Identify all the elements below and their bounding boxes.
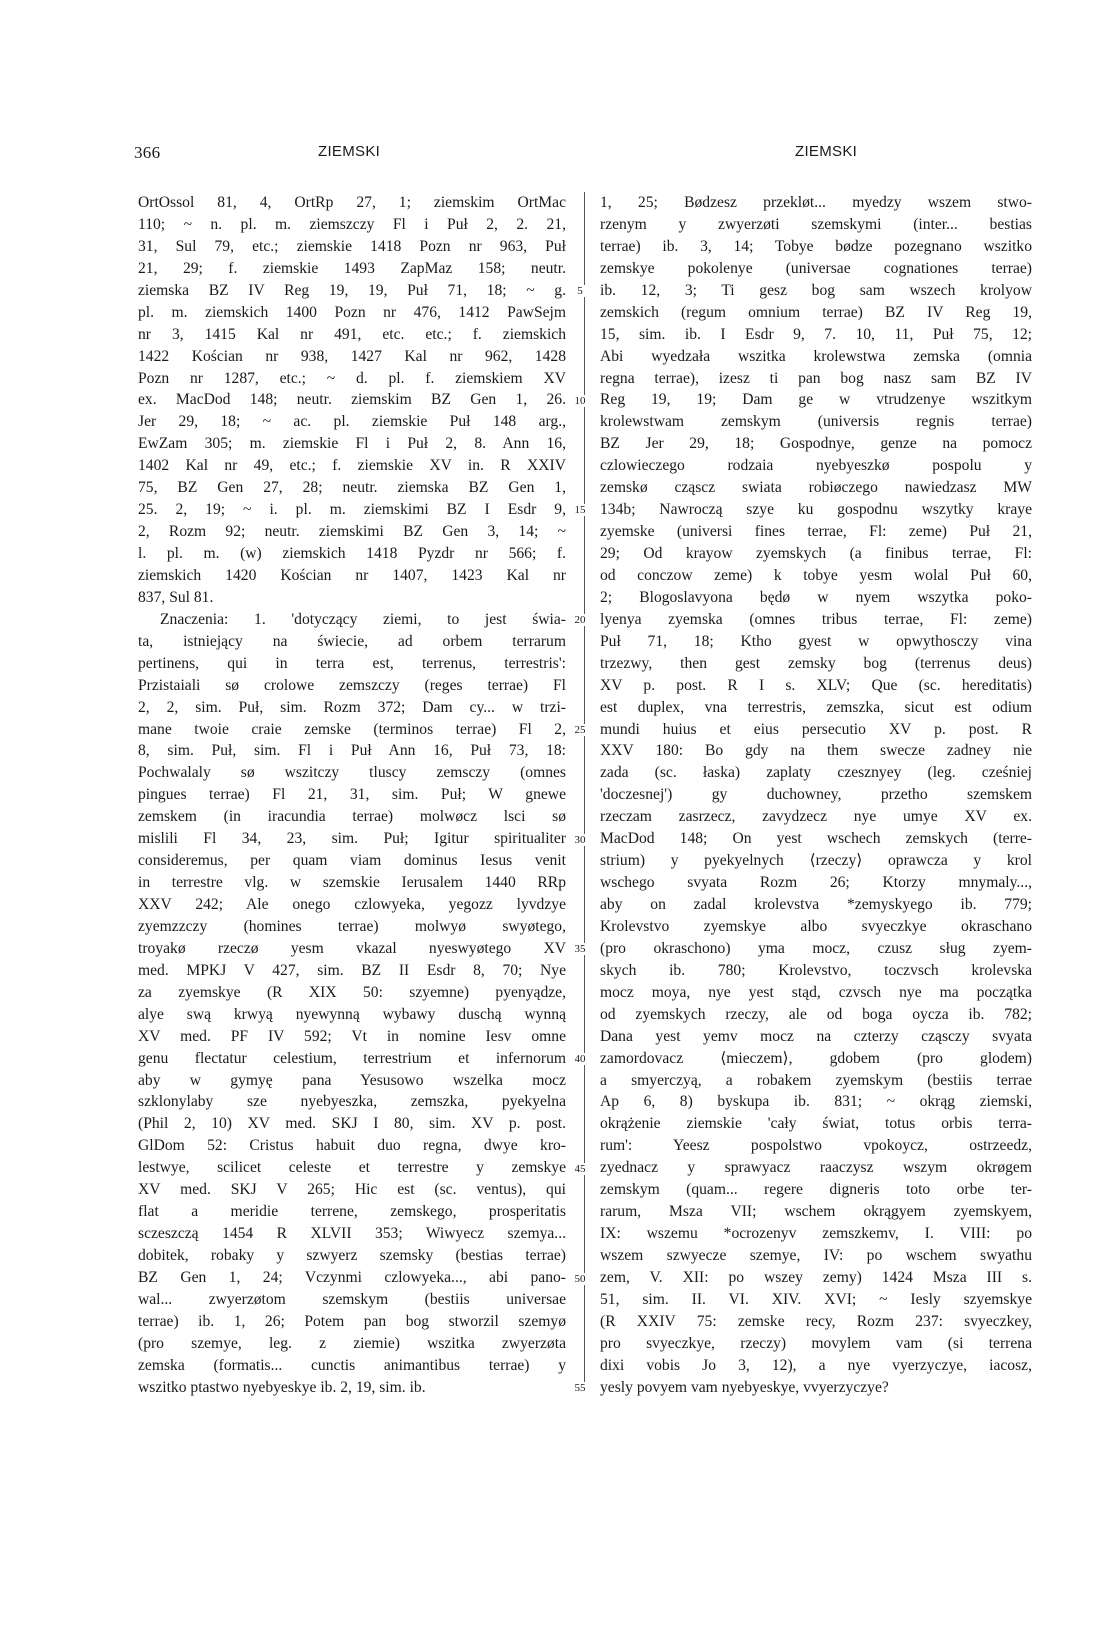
column-divider <box>584 192 585 1392</box>
left-column-line: XV med. PF IV 592; Vt in nomine Iesv omne <box>138 1027 566 1045</box>
right-column-line: wschego svyata Rozm 26; Ktorzy mnymaly..., <box>600 874 1032 892</box>
right-column-line: krolewstwam zemskym (universis regnis terrae) <box>600 413 1032 431</box>
line-number: 30 <box>568 834 592 846</box>
left-column-line: ex. MacDod 148; neutr. ziemskim BZ Gen 1, 26. <box>138 391 566 409</box>
line-number: 15 <box>568 504 592 516</box>
left-running-head: ZIEMSKI <box>318 143 381 160</box>
left-column-line: wal... zwyerzøtom szemskym (bestiis universae <box>138 1290 566 1308</box>
left-column-line: zemska (formatis... cunctis animantibus terrae) y <box>138 1356 566 1374</box>
left-column-line: 8, sim. Puł, sim. Fl i Puł Ann 16, Puł 73, 18: <box>138 742 566 760</box>
right-column-line: (pro okraschono) yma mocz, czusz sług zyem- <box>600 939 1032 957</box>
line-number: 40 <box>568 1053 592 1065</box>
right-column-line: zyednacz y sprawyacz raaczysz wszym okrøgem <box>600 1159 1032 1177</box>
right-column-line: zem, V. XII: po wszey zemy) 1424 Msza III s. <box>600 1268 1032 1286</box>
right-column-line: trzezwy, then gest zemsky bog (terrenus deus) <box>600 654 1032 672</box>
left-column-line: EwZam 305; m. ziemskie Fl i Puł 2, 8. Ann 16, <box>138 435 566 453</box>
left-column-line: BZ Gen 1, 24; Vczynmi czlowyeka..., abi pano- <box>138 1268 566 1286</box>
right-column-line: wszem szwyecze szemye, IV: po wschem swyathu <box>600 1247 1032 1264</box>
left-column-line: flat a meridie terrene, zemskego, prosperitatis <box>138 1203 566 1221</box>
right-column-line: Puł 71, 18; Ktho gyest w opwythosczy vina <box>600 632 1032 650</box>
left-column-line: terrae) ib. 1, 26; Potem pan bog stworzil szemyø <box>138 1312 566 1330</box>
left-column-line: 21, 29; f. ziemskie 1493 ZapMaz 158; neutr. <box>138 259 566 277</box>
left-column-line: Znaczenia: 1. 'dotyczący ziemi, to jest świa- <box>160 610 566 628</box>
right-column-line: Ap 6, 8) byskupa ib. 831; ~ okrąg ziemski, <box>600 1093 1032 1111</box>
right-column-line: skych ib. 780; Krolevstvo, toczvsch krolevska <box>600 961 1032 979</box>
right-column-line: dixi vobis Jo 3, 12), a nye vyerzyczye, iacosz, <box>600 1356 1032 1374</box>
left-column-line: 110; ~ n. pl. m. ziemszczy Fl i Puł 2, 2. 21, <box>138 215 566 233</box>
right-column-line: rum': Yeesz pospolstwo vpokoycz, ostrzeedz, <box>600 1137 1032 1155</box>
right-text-column <box>600 192 1032 1399</box>
right-column-line: zada (sc. łaska) zaplaty czesznyey (leg. cześniej <box>600 764 1032 782</box>
left-column-line: 837, Sul 81. <box>138 588 214 606</box>
line-number: 20 <box>568 614 592 626</box>
right-column-line: czlowieczego rodzaia nyebyeszkø pospolu y <box>600 457 1032 475</box>
left-column-line: 25. 2, 19; ~ i. pl. m. ziemskimi BZ I Esdr 9, <box>138 501 566 519</box>
right-column-line: terrae) ib. 3, 14; Tobye bødze pozegnano wszitko <box>600 237 1032 255</box>
left-column-line: 1402 Kal nr 49, etc.; f. ziemskie XV in. R XXIV <box>138 457 566 475</box>
left-column-line: alye swą krwyą nyewynną wybawy duschą wynną <box>138 1005 566 1023</box>
right-column-line: 51, sim. II. VI. XIV. XVI; ~ Iesly szyemskye <box>600 1290 1032 1308</box>
left-column-line: sczeszczą 1454 R XLVII 353; Wiwyecz szemya... <box>138 1225 566 1243</box>
right-column-line: XV p. post. R I s. XLV; Que (sc. hereditatis) <box>600 676 1032 694</box>
left-column-line: ta, istniejący na świecie, ad orbem terrarum <box>138 632 566 650</box>
left-column-line: l. pl. m. (w) ziemskich 1418 Pyzdr nr 566; f. <box>138 545 566 562</box>
right-column-line: Reg 19, 19; Dam ge w vtrudzenye wszitkym <box>600 391 1032 409</box>
right-column-line: rzeczam zasrzecz, zavydzecz nye umye XV ex. <box>600 808 1032 826</box>
right-column-line: mocz moya, nye yest stąd, czvsch nye ma początka <box>600 983 1032 1001</box>
right-column-line: aby on zadal krolevstva *zemyskyego ib. 779; <box>600 896 1032 913</box>
left-column-line: pertinens, qui in terra est, terrenus, terrestris': <box>138 654 566 672</box>
left-column-line: ziemskich 1420 Kościan nr 1407, 1423 Kal nr <box>138 566 566 584</box>
right-column-line: 29; Od krayow zyemskych (a finibus terrae, Fl: <box>600 545 1032 562</box>
left-column-line: XXV 242; Ale onego czlowyeka, yegozz lyvdzye <box>138 896 566 913</box>
right-column-line: MacDod 148; On yest wschech zemskych (terre- <box>600 830 1032 848</box>
left-column-line: pl. m. ziemskich 1400 Pozn nr 476, 1412 PawSejm <box>138 303 566 321</box>
right-column-line: Dana yest yemv mocz na czterzy cząsczy svyata <box>600 1027 1032 1045</box>
right-column-line: pro svyeczkye, rzeczy) movylem vam (si terrena <box>600 1334 1032 1352</box>
left-column-line: 2, 2, sim. Puł, sim. Rozm 372; Dam cy... w trzi- <box>138 698 566 716</box>
left-column-line: Pozn nr 1287, etc.; ~ d. pl. f. ziemskiem XV <box>138 369 566 387</box>
left-column-line: XV med. SKJ V 265; Hic est (sc. ventus), qui <box>138 1181 566 1199</box>
right-column-line: 2; Blogoslavyona będø w nyem wszytka poko- <box>600 588 1032 606</box>
left-column-line: GlDom 52: Cristus habuit duo regna, dwye kro- <box>138 1137 566 1155</box>
right-column-line: od zyemskych rzeczy, ale od boga oycza ib. 782; <box>600 1005 1032 1023</box>
right-running-head: ZIEMSKI <box>795 143 858 160</box>
left-column-line: OrtOssol 81, 4, OrtRp 27, 1; ziemskim OrtMac <box>138 194 566 211</box>
left-column-line: zemskem (in iracundia terrae) molwøcz lsci sø <box>138 808 566 826</box>
left-column-line: Jer 29, 18; ~ ac. pl. ziemskie Puł 148 arg., <box>138 413 566 431</box>
right-column-line: yesly povyem vam nyebyeskye, vvyerzyczye? <box>600 1378 889 1396</box>
left-column-line: 1422 Kościan nr 938, 1427 Kal nr 962, 1428 <box>138 347 566 365</box>
right-column-line: XXV 180: Bo gdy na them swecze zadney nie <box>600 742 1032 760</box>
line-number: 10 <box>568 395 592 407</box>
right-column-line: regna terrae), izesz ti pan bog nasz sam BZ IV <box>600 369 1032 387</box>
page-number: 366 <box>134 143 161 162</box>
left-column-line: 31, Sul 79, etc.; ziemskie 1418 Pozn nr 963, Puł <box>138 237 566 255</box>
line-number: 35 <box>568 943 592 955</box>
left-column-line: med. MPKJ V 427, sim. BZ II Esdr 8, 70; Nye <box>138 961 566 979</box>
right-column-line: BZ Jer 29, 18; Gospodnye, genze na pomocz <box>600 435 1032 453</box>
right-column-line: est duplex, vna terrestris, zemszka, sicut est odium <box>600 698 1032 716</box>
left-column-line: szklonylaby sze nyebyeszka, zemszka, pyekyelna <box>138 1093 566 1111</box>
line-number: 45 <box>568 1163 592 1175</box>
left-column-line: genu flectatur celestium, terrestrium et infernorum <box>138 1049 566 1067</box>
right-column-line: strium) y pyekyelnych ⟨rzeczy⟩ oprawcza y krol <box>600 852 1032 870</box>
left-column-line: za zyemskye (R XIX 50: szyemne) pyenyądze, <box>138 983 566 1001</box>
left-column-line: consideremus, per quam viam dominus Iesus venit <box>138 852 566 870</box>
left-column-line: nr 3, 1415 Kal nr 491, etc. etc.; f. ziemskich <box>138 325 566 343</box>
right-column-line: od conczow zeme) k tobye yesm wolal Puł 60, <box>600 566 1032 584</box>
left-column-line: wszitko ptastwo nyebyeskye ib. 2, 19, sim. ib. <box>138 1378 426 1396</box>
left-column-line: Pochwalaly sø wszitczy tluscy zemsczy (omnes <box>138 764 566 782</box>
right-column-line: mundi huius et eius persecutio XV p. post. R <box>600 720 1032 738</box>
line-number: 50 <box>568 1273 592 1285</box>
left-column-line: aby w gymyę pana Yesusowo wszelka mocz <box>138 1071 566 1089</box>
left-column-line: mane twoie craie zemske (terminos terrae) Fl 2, <box>138 720 566 738</box>
right-column-line: 134b; Nawroczą szye ku gospodnu wszytky kraye <box>600 501 1032 519</box>
right-column-line: ib. 12, 3; Ti gesz bog sam wszech krolyow <box>600 281 1032 299</box>
line-number: 5 <box>568 285 592 297</box>
left-column-line: in terrestre vlg. w szemskie Ierusalem 1440 RRp <box>138 874 566 892</box>
right-column-line: Krolevstvo zyemskye albo svyeczkye okraschano <box>600 917 1032 935</box>
right-column-line: Abi wyedzała wszitka krolewstwa zemska (omnia <box>600 347 1032 365</box>
right-column-line: lyenya zyemska (omnes tribus terrae, Fl: zeme) <box>600 610 1032 628</box>
right-column-line: zemskym (quam... regere digneris toto orbe ter- <box>600 1181 1032 1199</box>
right-column-line: zemskø cząscz swiata robiøczego nawiedzasz MW <box>600 479 1032 497</box>
left-column-line: 75, BZ Gen 27, 28; neutr. ziemska BZ Gen 1, <box>138 479 566 497</box>
right-column-line: 'doczesnej') gy duchowney, przetho szemskem <box>600 786 1032 804</box>
left-column-line: 2, Rozm 92; neutr. ziemskimi BZ Gen 3, 14; ~ <box>138 523 566 541</box>
left-text-column <box>138 192 566 1399</box>
right-column-line: rzenym y zwyerzøti szemskymi (inter... bestias <box>600 215 1032 233</box>
right-column-line: zemskich (regum omnium terrae) BZ IV Reg 19, <box>600 303 1032 321</box>
left-column-line: (pro szemye, leg. z ziemie) wszitka zwyerzøta <box>138 1334 566 1352</box>
right-column-line: a smyerczyą, a robakem zyemskym (bestiis terrae <box>600 1071 1032 1089</box>
left-column-line: pingues terrae) Fl 21, 31, sim. Puł; W gnewe <box>138 786 566 804</box>
left-column-line: (Phil 2, 10) XV med. SKJ I 80, sim. XV p. post. <box>138 1115 566 1133</box>
line-number: 55 <box>568 1382 592 1394</box>
right-column-line: 15, sim. ib. I Esdr 9, 7. 10, 11, Puł 75, 12; <box>600 325 1032 343</box>
right-column-line: zemskye pokolenye (universae cognationes terrae) <box>600 259 1032 277</box>
right-column-line: IX: wszemu *ocrozenyv zemszkemv, I. VIII: po <box>600 1225 1032 1243</box>
right-column-line: zamordovacz ⟨mieczem⟩, gdobem (pro glodem) <box>600 1049 1032 1067</box>
left-column-line: zyemzzczy (homines terrae) molwyø swyøtego, <box>138 917 566 935</box>
left-column-line: troyakø rzeczø yesm vkazal nyeswyøtego XV <box>138 939 566 957</box>
left-column-line: dobitek, robaky y szwyerz szemsky (bestias terrae) <box>138 1247 566 1264</box>
right-column-line: (R XXIV 75: zemske recy, Rozm 237: svyeczkey, <box>600 1312 1032 1330</box>
left-column-line: lestwye, scilicet celeste et terrestre y zemskye <box>138 1159 566 1177</box>
left-column-line: ziemska BZ IV Reg 19, 19, Puł 71, 18; ~ g. <box>138 281 566 299</box>
line-number: 25 <box>568 724 592 736</box>
right-column-line: zyemske (universi fines terrae, Fl: zeme) Puł 21, <box>600 523 1032 541</box>
right-column-line: 1, 25; Bødzesz przekløt... myedzy wszem stwo- <box>600 194 1032 211</box>
left-column-line: mislili Fl 34, 23, sim. Puł; Igitur spiritualiter <box>138 830 566 848</box>
right-column-line: rarum, Msza VII; wschem okrągyem zyemskyem, <box>600 1203 1032 1221</box>
right-column-line: okrążenie ziemskie 'cały świat, totus orbis terra- <box>600 1115 1032 1133</box>
left-column-line: Przistaiali sø crolowe zemszczy (reges terrae) Fl <box>138 676 566 694</box>
